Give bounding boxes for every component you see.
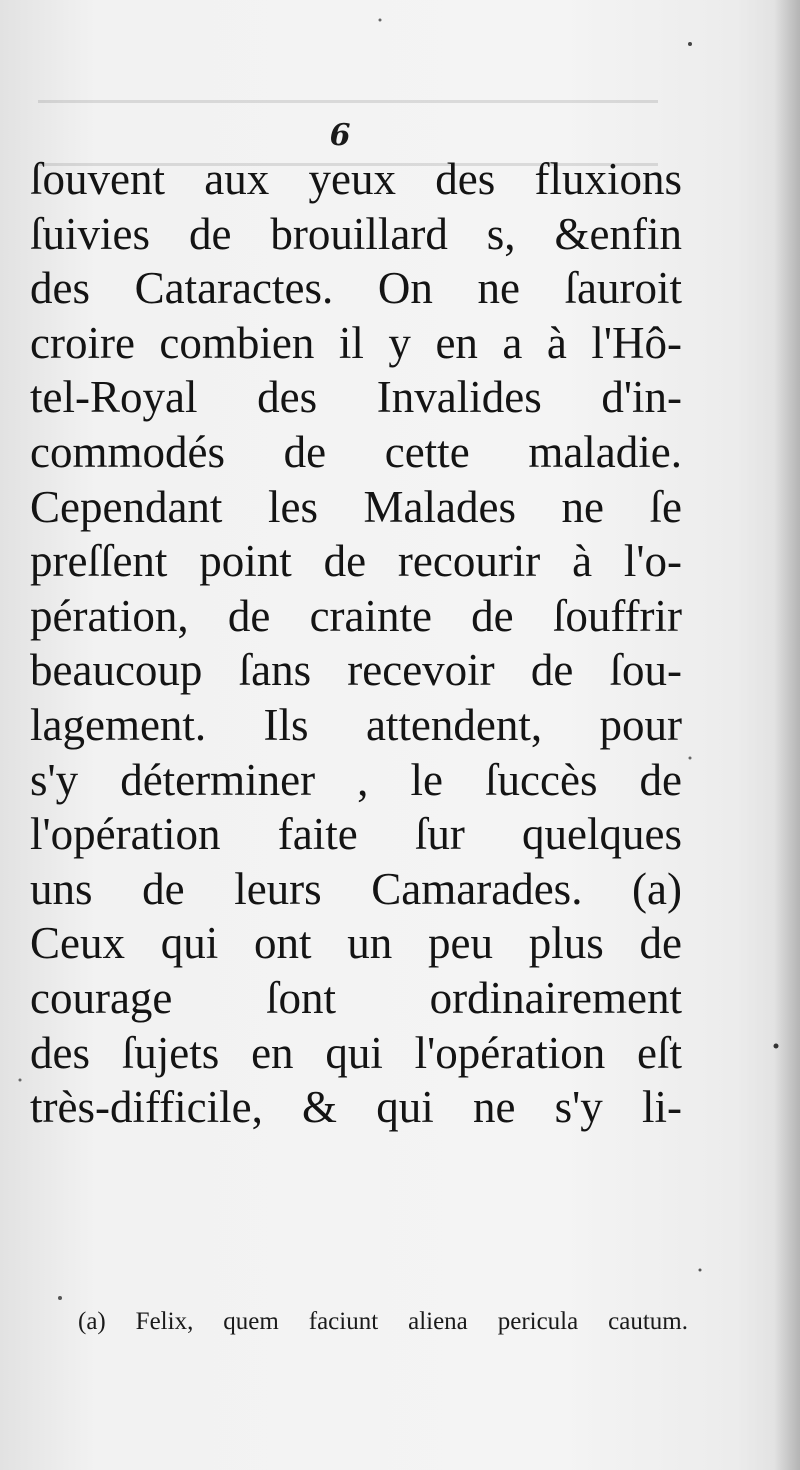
footnote: (a) Felix, quem faciunt aliena pericula cautum. (78, 1308, 688, 1335)
page-number: 6 (329, 118, 351, 153)
text-line: beaucoup ſans recevoir de ſou- (30, 645, 682, 696)
text-line: s'y déterminer , le ſuccès de (30, 754, 682, 805)
text-line: preſſent point de recourir à l'o- (30, 536, 682, 587)
page-gutter-shadow (774, 0, 800, 1470)
text-line: tel-Royal des Invalides d'in- (30, 372, 682, 423)
text-line: l'opération faite ſur quelques (30, 809, 682, 860)
text-line: courage ſont ordinairement (30, 972, 682, 1023)
text-line: Ceux qui ont un peu plus de (30, 918, 682, 969)
text-line: commodés de cette maladie. (30, 426, 682, 477)
text-line: uns de leurs Camarades. (a) (30, 863, 682, 914)
text-line: des Cataractes. On ne ſauroit (30, 263, 682, 314)
text-line: croire combien il y en a à l'Hô- (30, 317, 682, 368)
text-line: des ſujets en qui l'opération eſt (30, 1027, 682, 1078)
text-line: ſuivies de brouillard s, &enfin (30, 208, 682, 259)
text-line: lagement. Ils attendent, pour (30, 699, 682, 750)
body-text (30, 152, 682, 1135)
text-line: ſouvent aux yeux des fluxions (30, 154, 682, 204)
text-line: pération, de crainte de ſouffrir (30, 590, 682, 641)
text-line: très-difficile, & qui ne s'y li- (30, 1082, 682, 1133)
text-line: Cependant les Malades ne ſe (30, 481, 682, 532)
